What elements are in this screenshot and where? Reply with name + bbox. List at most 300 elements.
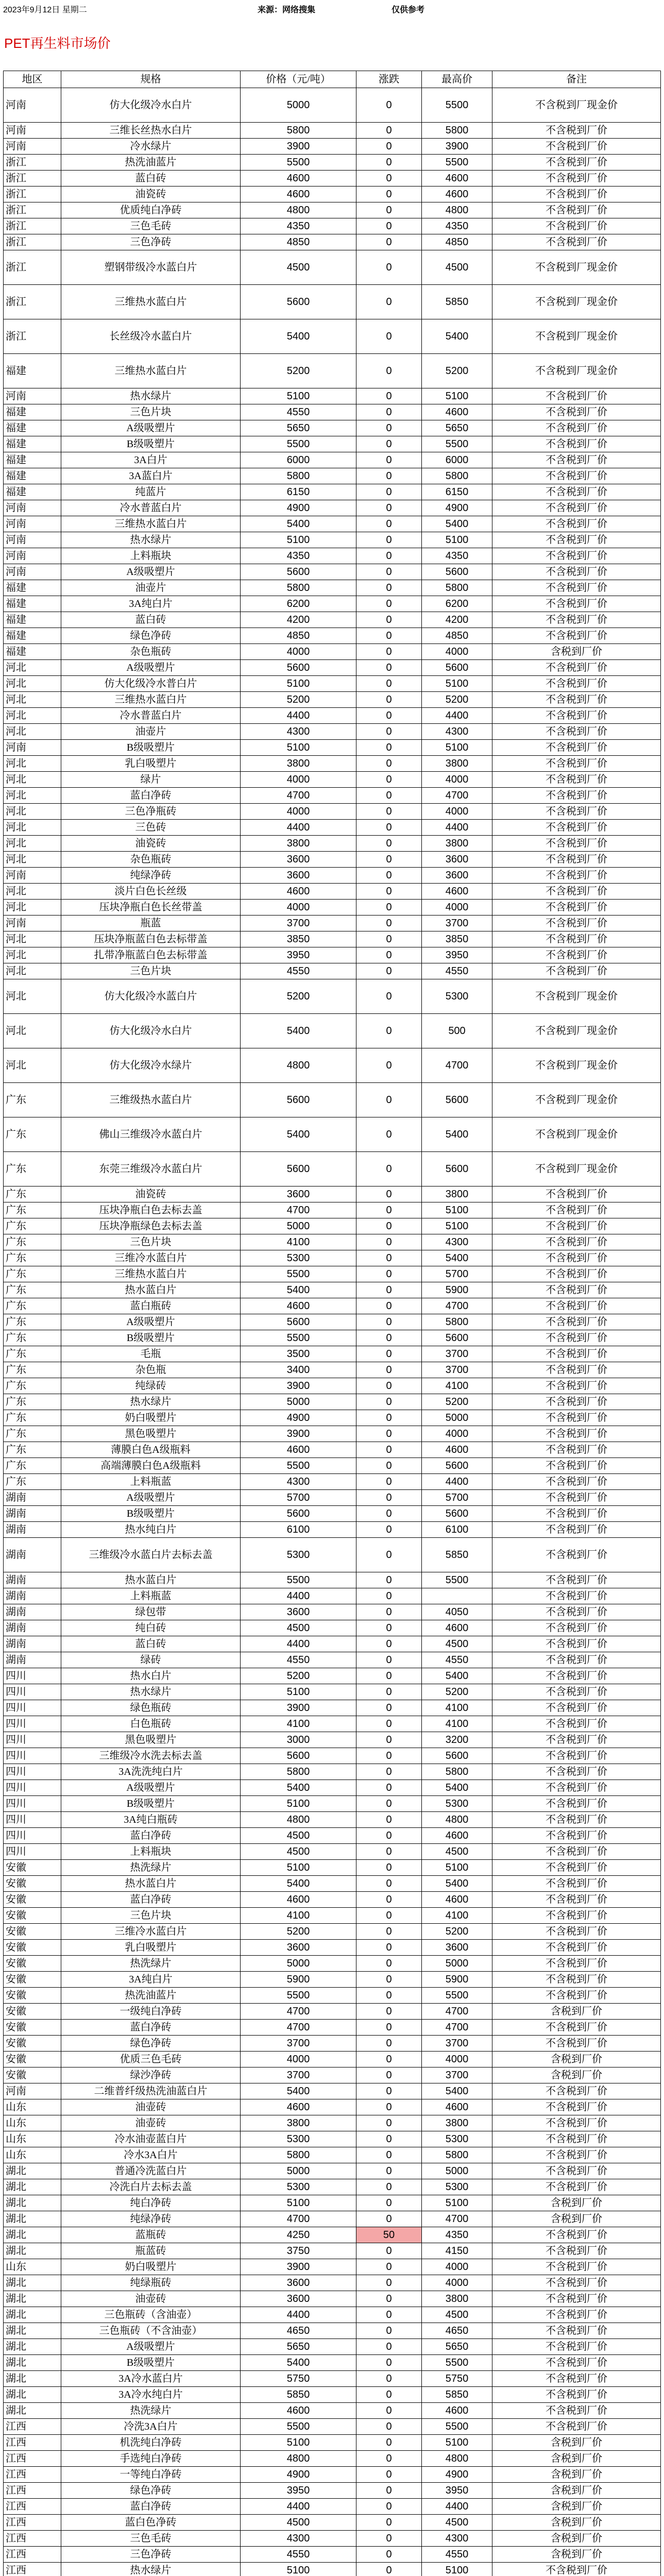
- region-cell: 湖北: [4, 2195, 61, 2211]
- spec-cell: 三维热水蓝白片: [61, 1266, 241, 1282]
- note-cell: 不含税到厂价: [492, 804, 661, 820]
- high-price-cell: 5800: [422, 580, 492, 596]
- change-cell: 0: [356, 804, 422, 820]
- spec-cell: A级吸塑片: [61, 1314, 241, 1330]
- table-row: [4, 884, 661, 900]
- region-cell: 河北: [4, 660, 61, 676]
- region-cell: 湖北: [4, 2371, 61, 2387]
- note-cell: 不含税到厂价: [492, 580, 661, 596]
- region-cell: 湖北: [4, 2339, 61, 2355]
- spec-cell: 冷水普蓝白片: [61, 708, 241, 724]
- change-cell: 0: [356, 2291, 422, 2307]
- region-cell: 浙江: [4, 187, 61, 202]
- note-cell: 不含税到厂价: [492, 1924, 661, 1940]
- note-cell: 不含税到厂价: [492, 2115, 661, 2131]
- change-cell: 0: [356, 756, 422, 772]
- change-cell: 0: [356, 404, 422, 420]
- change-cell: 0: [356, 1812, 422, 1828]
- region-cell: 山东: [4, 2099, 61, 2115]
- price-cell: 5600: [241, 1506, 356, 1522]
- price-cell: 5600: [241, 660, 356, 676]
- note-cell: 不含税到厂价: [492, 484, 661, 500]
- region-cell: 江西: [4, 2547, 61, 2563]
- region-cell: 河北: [4, 788, 61, 804]
- change-cell: 0: [356, 644, 422, 660]
- table-row: [4, 2355, 661, 2371]
- note-cell: 不含税到厂价: [492, 2275, 661, 2291]
- table-row: [4, 1668, 661, 1684]
- spec-cell: 热洗绿片: [61, 1860, 241, 1876]
- high-price-cell: 4900: [422, 2467, 492, 2483]
- price-cell: 3600: [241, 852, 356, 868]
- region-cell: 河北: [4, 756, 61, 772]
- region-cell: 湖南: [4, 1572, 61, 1588]
- price-cell: 4550: [241, 963, 356, 979]
- high-price-cell: 3950: [422, 947, 492, 963]
- high-price-cell: 5500: [422, 2355, 492, 2371]
- high-price-cell: 5850: [422, 2387, 492, 2403]
- note-cell: 不含税到厂价: [492, 548, 661, 564]
- note-cell: 不含税到厂价: [492, 931, 661, 947]
- high-price-cell: 5600: [422, 1083, 492, 1117]
- high-price-cell: 3800: [422, 1187, 492, 1202]
- price-cell: 3600: [241, 1940, 356, 1956]
- region-cell: 福建: [4, 484, 61, 500]
- region-cell: 河北: [4, 708, 61, 724]
- spec-cell: 一等纯白净砖: [61, 2467, 241, 2483]
- table-row: [4, 2083, 661, 2099]
- high-price-cell: 5100: [422, 740, 492, 756]
- price-cell: 5300: [241, 2131, 356, 2147]
- note-cell: 不含税到厂价: [492, 388, 661, 404]
- note-cell: 不含税到厂价: [492, 1716, 661, 1732]
- table-row: [4, 1298, 661, 1314]
- change-cell: 0: [356, 1522, 422, 1538]
- spec-cell: 黑色吸塑片: [61, 1426, 241, 1442]
- table-row: [4, 1908, 661, 1924]
- note-cell: 不含税到厂价: [492, 2307, 661, 2323]
- high-price-cell: 5900: [422, 1972, 492, 1988]
- table-row: [4, 676, 661, 692]
- region-cell: 河北: [4, 1048, 61, 1083]
- spec-cell: B级吸塑片: [61, 740, 241, 756]
- price-cell: 4400: [241, 2499, 356, 2515]
- change-cell: 0: [356, 420, 422, 436]
- region-cell: 湖南: [4, 1506, 61, 1522]
- high-price-cell: 5100: [422, 1218, 492, 1234]
- change-cell: 0: [356, 2259, 422, 2275]
- region-cell: 湖南: [4, 1636, 61, 1652]
- spec-cell: 普通冷洗蓝白片: [61, 2163, 241, 2179]
- high-price-cell: 4700: [422, 2004, 492, 2020]
- high-price-cell: 4000: [422, 772, 492, 788]
- high-price-cell: 5500: [422, 1988, 492, 2004]
- region-cell: 河南: [4, 2083, 61, 2099]
- spec-cell: 绿包带: [61, 1604, 241, 1620]
- spec-cell: 热洗绿片: [61, 2403, 241, 2419]
- change-cell: 0: [356, 1844, 422, 1860]
- note-cell: 不含税到厂价: [492, 836, 661, 852]
- region-cell: 河北: [4, 963, 61, 979]
- high-price-cell: 4600: [422, 1828, 492, 1844]
- note-cell: 不含税到厂价: [492, 1956, 661, 1972]
- change-cell: 0: [356, 1234, 422, 1250]
- high-price-cell: 4850: [422, 628, 492, 644]
- note-cell: 不含税到厂价: [492, 1652, 661, 1668]
- price-cell: 5800: [241, 123, 356, 139]
- note-cell: 不含税到厂价: [492, 234, 661, 250]
- spec-cell: 蓝白砖: [61, 171, 241, 187]
- high-price-cell: 5850: [422, 1538, 492, 1572]
- change-cell: 0: [356, 820, 422, 836]
- region-cell: 江西: [4, 2435, 61, 2451]
- table-row: [4, 2115, 661, 2131]
- change-cell: 0: [356, 1988, 422, 2004]
- high-price-cell: 6000: [422, 452, 492, 468]
- high-price-cell: 5600: [422, 1330, 492, 1346]
- change-cell: 0: [356, 500, 422, 516]
- spec-cell: 绿片: [61, 772, 241, 788]
- high-price-cell: 4700: [422, 1298, 492, 1314]
- table-row: [4, 1620, 661, 1636]
- change-cell: 0: [356, 1490, 422, 1506]
- spec-cell: 三维热水蓝白片: [61, 354, 241, 388]
- high-price-cell: 4100: [422, 1700, 492, 1716]
- spec-cell: 热水绿片: [61, 2563, 241, 2576]
- table-row: [4, 1490, 661, 1506]
- note-cell: 不含税到厂价: [492, 1266, 661, 1282]
- change-cell: 0: [356, 2243, 422, 2259]
- note-cell: 不含税到厂价: [492, 612, 661, 628]
- region-cell: 河北: [4, 836, 61, 852]
- change-cell: 0: [356, 1426, 422, 1442]
- spec-cell: B级吸塑片: [61, 1796, 241, 1812]
- change-cell: 50: [356, 2227, 422, 2243]
- price-cell: 4000: [241, 772, 356, 788]
- region-cell: 浙江: [4, 285, 61, 319]
- price-cell: 4500: [241, 250, 356, 285]
- note-cell: 不含税到厂价: [492, 155, 661, 171]
- price-cell: 5600: [241, 1314, 356, 1330]
- table-row: [4, 468, 661, 484]
- col-header-change: 涨跌: [356, 71, 422, 88]
- high-price-cell: 5400: [422, 1780, 492, 1796]
- high-price-cell: 5300: [422, 2179, 492, 2195]
- region-cell: 广东: [4, 1250, 61, 1266]
- price-cell: 3950: [241, 947, 356, 963]
- region-cell: 安徽: [4, 1940, 61, 1956]
- high-price-cell: 3850: [422, 931, 492, 947]
- note-cell: 不含税到厂价: [492, 1748, 661, 1764]
- region-cell: 湖南: [4, 1652, 61, 1668]
- price-cell: 5800: [241, 1764, 356, 1780]
- region-cell: 河北: [4, 804, 61, 820]
- price-cell: 5500: [241, 436, 356, 452]
- price-cell: 4100: [241, 1716, 356, 1732]
- high-price-cell: 4100: [422, 1908, 492, 1924]
- note-cell: 不含税到厂价: [492, 1458, 661, 1474]
- change-cell: 0: [356, 1314, 422, 1330]
- note-cell: 含税到厂价: [492, 2211, 661, 2227]
- change-cell: 0: [356, 548, 422, 564]
- price-cell: 3600: [241, 2275, 356, 2291]
- change-cell: 0: [356, 963, 422, 979]
- note-cell: 不含税到厂价: [492, 1812, 661, 1828]
- high-price-cell: 6200: [422, 596, 492, 612]
- table-row: [4, 548, 661, 564]
- table-row: [4, 931, 661, 947]
- note-cell: 含税到厂价: [492, 2004, 661, 2020]
- table-row: [4, 772, 661, 788]
- price-cell: 3750: [241, 2243, 356, 2259]
- spec-cell: 热水蓝白片: [61, 1282, 241, 1298]
- spec-cell: 3A洗洗纯白片: [61, 1764, 241, 1780]
- change-cell: 0: [356, 2179, 422, 2195]
- spec-cell: 扎带净瓶蓝白色去标带盖: [61, 947, 241, 963]
- spec-cell: 油瓷砖: [61, 836, 241, 852]
- region-cell: 四川: [4, 1716, 61, 1732]
- high-price-cell: 4350: [422, 548, 492, 564]
- high-price-cell: 5200: [422, 1394, 492, 1410]
- spec-cell: 绿色净砖: [61, 628, 241, 644]
- high-price-cell: 500: [422, 1014, 492, 1048]
- spec-cell: 热水蓝白片: [61, 1876, 241, 1892]
- region-cell: 四川: [4, 1780, 61, 1796]
- table-row: [4, 1828, 661, 1844]
- change-cell: 0: [356, 2211, 422, 2227]
- high-price-cell: 5650: [422, 2339, 492, 2355]
- high-price-cell: 4600: [422, 171, 492, 187]
- price-cell: 5200: [241, 692, 356, 708]
- note-cell: 不含税到厂价: [492, 596, 661, 612]
- table-row: [4, 1506, 661, 1522]
- high-price-cell: 4550: [422, 2547, 492, 2563]
- change-cell: 0: [356, 250, 422, 285]
- change-cell: 0: [356, 1506, 422, 1522]
- change-cell: 0: [356, 1892, 422, 1908]
- spec-cell: 蓝白净砖: [61, 2499, 241, 2515]
- region-cell: 福建: [4, 628, 61, 644]
- high-price-cell: 4000: [422, 2052, 492, 2067]
- note-cell: 不含税到厂价: [492, 963, 661, 979]
- note-cell: 不含税到厂价: [492, 1588, 661, 1604]
- region-cell: 广东: [4, 1442, 61, 1458]
- high-price-cell: 5300: [422, 1796, 492, 1812]
- table-row: [4, 836, 661, 852]
- note-cell: 不含税到厂价: [492, 218, 661, 234]
- spec-cell: A级吸塑片: [61, 420, 241, 436]
- spec-cell: 优质纯白净砖: [61, 202, 241, 218]
- region-cell: 安徽: [4, 2067, 61, 2083]
- note-cell: 不含税到厂价: [492, 2083, 661, 2099]
- high-price-cell: 5600: [422, 564, 492, 580]
- price-cell: 5400: [241, 1014, 356, 1048]
- price-cell: 3900: [241, 139, 356, 155]
- table-row: [4, 2004, 661, 2020]
- change-cell: 0: [356, 123, 422, 139]
- region-cell: 浙江: [4, 234, 61, 250]
- note-cell: 不含税到厂价: [492, 2179, 661, 2195]
- note-cell: 不含税到厂价: [492, 564, 661, 580]
- high-price-cell: 4500: [422, 1844, 492, 1860]
- spec-cell: 压块净瓶蓝白色去标带盖: [61, 931, 241, 947]
- spec-cell: 三色片块: [61, 963, 241, 979]
- note-cell: 含税到厂价: [492, 2483, 661, 2499]
- spec-cell: 上料瓶块: [61, 548, 241, 564]
- high-price-cell: 3800: [422, 756, 492, 772]
- col-header-high: 最高价: [422, 71, 492, 88]
- note-cell: 不含税到厂价: [492, 947, 661, 963]
- high-price-cell: 5850: [422, 285, 492, 319]
- region-cell: 广东: [4, 1083, 61, 1117]
- price-cell: 5600: [241, 564, 356, 580]
- spec-cell: 3A冷水纯白片: [61, 2387, 241, 2403]
- note-cell: 含税到厂价: [492, 2499, 661, 2515]
- price-cell: 5300: [241, 2179, 356, 2195]
- price-cell: 5100: [241, 2563, 356, 2576]
- spec-cell: 机洗纯白净砖: [61, 2435, 241, 2451]
- spec-cell: 三维级热水蓝白片: [61, 1083, 241, 1117]
- table-row: [4, 1474, 661, 1490]
- region-cell: 河北: [4, 900, 61, 916]
- note-cell: 不含税到厂价: [492, 1410, 661, 1426]
- change-cell: 0: [356, 1780, 422, 1796]
- change-cell: 0: [356, 788, 422, 804]
- table-row: [4, 820, 661, 836]
- region-cell: 浙江: [4, 319, 61, 354]
- note-cell: 不含税到厂价: [492, 139, 661, 155]
- change-cell: 0: [356, 1187, 422, 1202]
- note-cell: 不含税到厂价: [492, 1187, 661, 1202]
- price-cell: 6100: [241, 1522, 356, 1538]
- table-row: [4, 1187, 661, 1202]
- high-price-cell: 5700: [422, 1490, 492, 1506]
- change-cell: 0: [356, 2499, 422, 2515]
- note-cell: 不含税到厂价: [492, 2355, 661, 2371]
- high-price-cell: 4700: [422, 1048, 492, 1083]
- table-row: [4, 2419, 661, 2435]
- spec-cell: 纯白净砖: [61, 2195, 241, 2211]
- table-row: [4, 420, 661, 436]
- note-cell: 不含税到厂价: [492, 1506, 661, 1522]
- high-price-cell: 5500: [422, 436, 492, 452]
- region-cell: 福建: [4, 644, 61, 660]
- table-row: [4, 1442, 661, 1458]
- region-cell: 广东: [4, 1474, 61, 1490]
- high-price-cell: 5100: [422, 2195, 492, 2211]
- note-cell: 不含税到厂价: [492, 1604, 661, 1620]
- note-cell: 不含税到厂现金价: [492, 1014, 661, 1048]
- high-price-cell: 4000: [422, 1426, 492, 1442]
- price-cell: 5500: [241, 1988, 356, 2004]
- spec-cell: 绿砖: [61, 1652, 241, 1668]
- region-cell: 河南: [4, 88, 61, 123]
- note-cell: 不含税到厂价: [492, 772, 661, 788]
- change-cell: 0: [356, 2531, 422, 2547]
- spec-cell: 压块净瓶白色长丝带盖: [61, 900, 241, 916]
- table-row: [4, 1716, 661, 1732]
- high-price-cell: 5500: [422, 88, 492, 123]
- region-cell: 浙江: [4, 155, 61, 171]
- spec-cell: 三色砖: [61, 820, 241, 836]
- table-row: [4, 1538, 661, 1572]
- region-cell: 福建: [4, 354, 61, 388]
- note-cell: 不含税到厂价: [492, 202, 661, 218]
- table-row: [4, 218, 661, 234]
- spec-cell: 优质三色毛砖: [61, 2052, 241, 2067]
- table-row: [4, 1972, 661, 1988]
- table-row: [4, 2307, 661, 2323]
- spec-cell: 白色瓶砖: [61, 1716, 241, 1732]
- change-cell: 0: [356, 1972, 422, 1988]
- high-price-cell: 5400: [422, 319, 492, 354]
- region-cell: 浙江: [4, 202, 61, 218]
- spec-cell: 高端薄膜白色A级瓶料: [61, 1458, 241, 1474]
- high-price-cell: 3200: [422, 1732, 492, 1748]
- price-cell: 4100: [241, 1908, 356, 1924]
- region-cell: 湖北: [4, 2227, 61, 2243]
- spec-cell: 油瓷砖: [61, 1187, 241, 1202]
- high-price-cell: 5300: [422, 2131, 492, 2147]
- change-cell: 0: [356, 1442, 422, 1458]
- region-cell: 湖北: [4, 2403, 61, 2419]
- price-cell: 3500: [241, 1346, 356, 1362]
- spec-cell: 蓝白砖: [61, 612, 241, 628]
- spec-cell: 杂色瓶砖: [61, 852, 241, 868]
- spec-cell: B级吸塑片: [61, 436, 241, 452]
- price-cell: 4600: [241, 1298, 356, 1314]
- high-price-cell: 5200: [422, 692, 492, 708]
- high-price-cell: 5400: [422, 1250, 492, 1266]
- high-price-cell: 4400: [422, 1474, 492, 1490]
- note-cell: 不含税到厂价: [492, 1908, 661, 1924]
- region-cell: 四川: [4, 1812, 61, 1828]
- high-price-cell: 5100: [422, 1860, 492, 1876]
- spec-cell: 3A冷水蓝白片: [61, 2371, 241, 2387]
- price-cell: 4350: [241, 548, 356, 564]
- high-price-cell: 4000: [422, 2275, 492, 2291]
- price-cell: 4600: [241, 187, 356, 202]
- note-cell: 不含税到厂价: [492, 628, 661, 644]
- spec-cell: B级吸塑片: [61, 1506, 241, 1522]
- change-cell: 0: [356, 1620, 422, 1636]
- change-cell: 0: [356, 1250, 422, 1266]
- spec-cell: 仿大化级冷水普白片: [61, 676, 241, 692]
- note-cell: 不含税到厂价: [492, 1572, 661, 1588]
- col-header-spec: 规格: [61, 71, 241, 88]
- spec-cell: 长丝级冷水蓝白片: [61, 319, 241, 354]
- table-row: [4, 2195, 661, 2211]
- table-row: [4, 979, 661, 1014]
- note-cell: 不含税到厂价: [492, 500, 661, 516]
- change-cell: 0: [356, 452, 422, 468]
- table-row: [4, 2147, 661, 2163]
- high-price-cell: 5800: [422, 2147, 492, 2163]
- price-cell: 5100: [241, 388, 356, 404]
- page-title: PET再生料市场价: [4, 36, 111, 51]
- region-cell: 湖南: [4, 1522, 61, 1538]
- high-price-cell: 5800: [422, 1764, 492, 1780]
- price-cell: 3600: [241, 2291, 356, 2307]
- price-cell: 5000: [241, 88, 356, 123]
- table-row: [4, 2531, 661, 2547]
- region-cell: 安徽: [4, 1892, 61, 1908]
- region-cell: 四川: [4, 1684, 61, 1700]
- high-price-cell: 4700: [422, 2211, 492, 2227]
- spec-cell: 油壶砖: [61, 2115, 241, 2131]
- price-cell: 4700: [241, 2020, 356, 2036]
- table-row: [4, 2499, 661, 2515]
